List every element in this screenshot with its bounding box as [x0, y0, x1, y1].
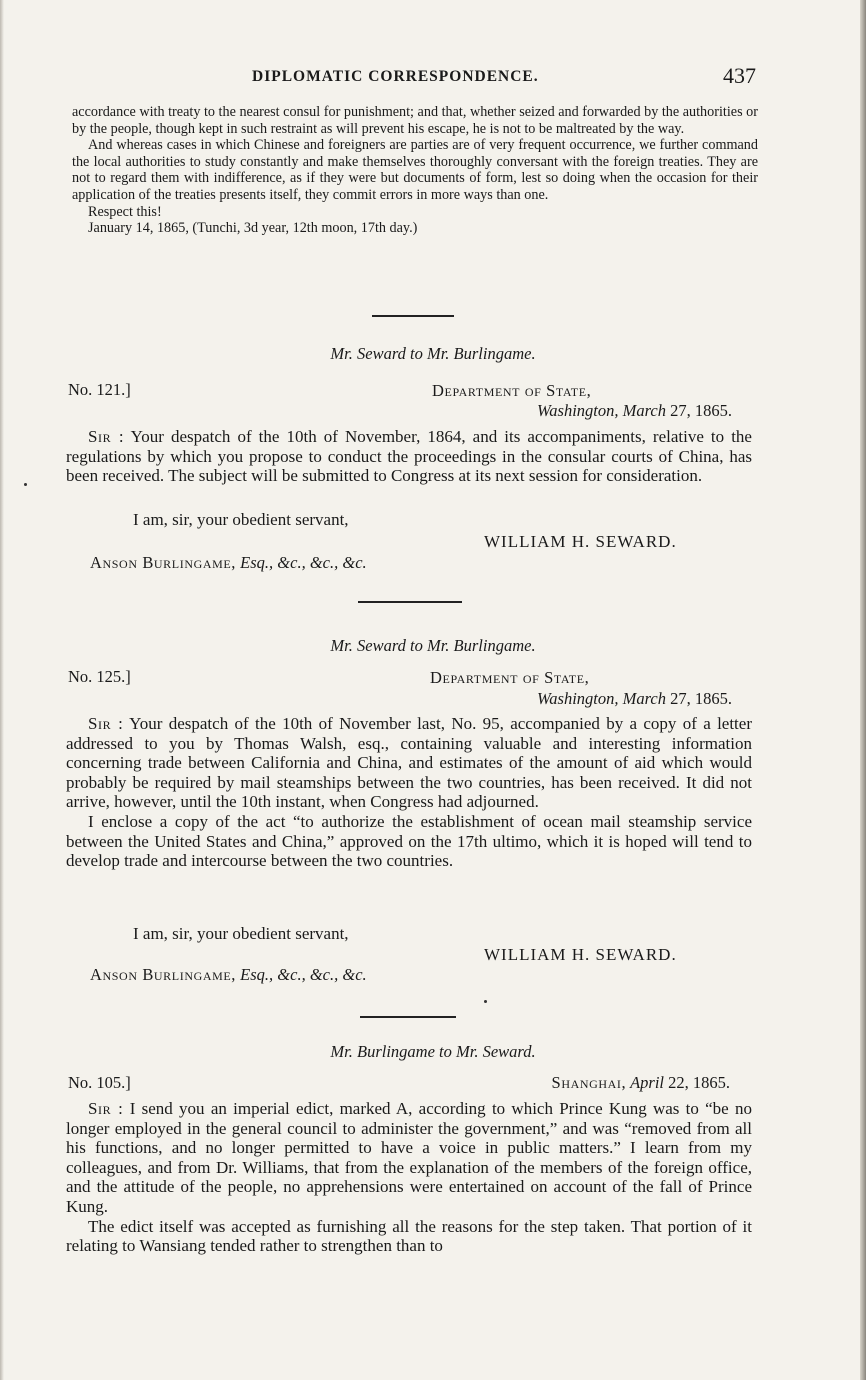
speck-mark [484, 1000, 487, 1003]
continued-text-block [72, 104, 758, 237]
closing-line: I am, sir, your obedient servant, [133, 510, 349, 529]
addressee-title: Esq., &c., &c., &c. [236, 965, 367, 984]
place-date-italic: Washington, March [537, 401, 666, 420]
addressee-title: Esq., &c., &c., &c. [236, 553, 367, 572]
place-name: Shanghai, [551, 1073, 627, 1092]
place-date [420, 1073, 730, 1093]
salutation: Sir : [88, 427, 125, 446]
page-left-edge [0, 0, 4, 1380]
letter-heading: Mr. Seward to Mr. Burlingame. [330, 344, 536, 363]
addressee-name: Anson Burlingame, [90, 553, 237, 572]
letter-body [66, 427, 752, 486]
page-number: 437 [723, 63, 756, 88]
page-right-edge [860, 0, 866, 1380]
closing-line: I am, sir, your obedient servant, [133, 924, 349, 943]
letter-number: No. 121.] [68, 380, 131, 399]
paragraph: Your despatch of the 10th of November, 1864, and its accompaniments, relative to the regulations by which you propose to conduct the proceedings in the consular courts of China, has been received. The subject will be submitted to Congress at its next session for consideration. [66, 427, 752, 486]
running-head-title: DIPLOMATIC CORRESPONDENCE. [252, 68, 539, 85]
letter-number: No. 105.] [68, 1073, 131, 1092]
letter-body [66, 714, 752, 871]
section-rule [358, 601, 462, 603]
place-date-numeric: 27, 1865. [666, 689, 732, 708]
place-date-numeric: 27, 1865. [666, 401, 732, 420]
letter-heading: Mr. Burlingame to Mr. Seward. [330, 1042, 536, 1061]
salutation: Sir : [88, 1099, 124, 1118]
paragraph: And whereas cases in which Chinese and foreigners are parties are of very frequent occurrence, we further command the local authorities to study constantly and make themselves thoroughly conversant with the foreign treaties. They are not to regard them with indifference, as if they were but documents of form, lest so doing when the occasion for their application of the treaties presents itself, they commit errors in more ways than one. [72, 137, 758, 203]
paragraph: Your despatch of the 10th of November last, No. 95, accompanied by a copy of a letter addressed to you by Thomas Walsh, esq., containing valuable and interesting information concerning trade between California and China, and estimates of the amount of aid which would probably be required by mail steamships between the two countries, has been received. It did not arrive, however, until the 10th instant, when Congress had adjourned. [66, 714, 752, 812]
letter-heading: Mr. Seward to Mr. Burlingame. [330, 636, 536, 655]
addressee [90, 553, 367, 573]
date-line: January 14, 1865, (Tunchi, 3d year, 12th moon, 17th day.) [88, 220, 418, 237]
paragraph: I enclose a copy of the act “to authorize the establishment of ocean mail steamship service between the United States and China,” approved on the 17th ultimo, which it is hoped will tend to develop trade and intercourse between the two countries. [66, 811, 752, 871]
section-rule [360, 1016, 456, 1018]
sender-department: Department of State, [432, 381, 592, 400]
paragraph: Respect this! [88, 203, 162, 220]
letter-number: No. 125.] [68, 667, 131, 686]
paragraph: I send you an imperial edict, marked A, according to which Prince Kung was to “be no longer employed in the general council to administer the government,” and was “removed from all his functions, and no longer permitted to have a voice in public matters.” I learn from my colleagues, and from Dr. Williams, that from the explanation of the members of the foreign office, and the attitude of the people, no apprehensions were entertained on account of the fall of Prince Kung. [66, 1099, 752, 1216]
place-date [400, 401, 732, 421]
date-month: April [626, 1073, 664, 1092]
date-numeric: 22, 1865. [664, 1073, 730, 1092]
signature: WILLIAM H. SEWARD. [484, 532, 677, 551]
running-head [66, 63, 756, 92]
salutation: Sir : [88, 714, 124, 733]
addressee-name: Anson Burlingame, [90, 965, 237, 984]
sender-department: Department of State, [430, 668, 590, 687]
place-date-italic: Washington, March [537, 689, 666, 708]
signature: WILLIAM H. SEWARD. [484, 945, 677, 964]
place-date [400, 689, 732, 709]
addressee [90, 965, 367, 985]
letter-body [66, 1099, 752, 1256]
paragraph: The edict itself was accepted as furnishing all the reasons for the step taken. That portion of it relating to Wansiang tended rather to strengthen than to [66, 1216, 752, 1256]
section-rule [372, 315, 454, 317]
paragraph: accordance with treaty to the nearest consul for punishment; and that, whether seized and forwarded by the authorities or by the people, though kept in such restraint as will prevent his escape, he is not to be maltreated by the way. [72, 104, 758, 137]
speck-mark [24, 483, 27, 486]
